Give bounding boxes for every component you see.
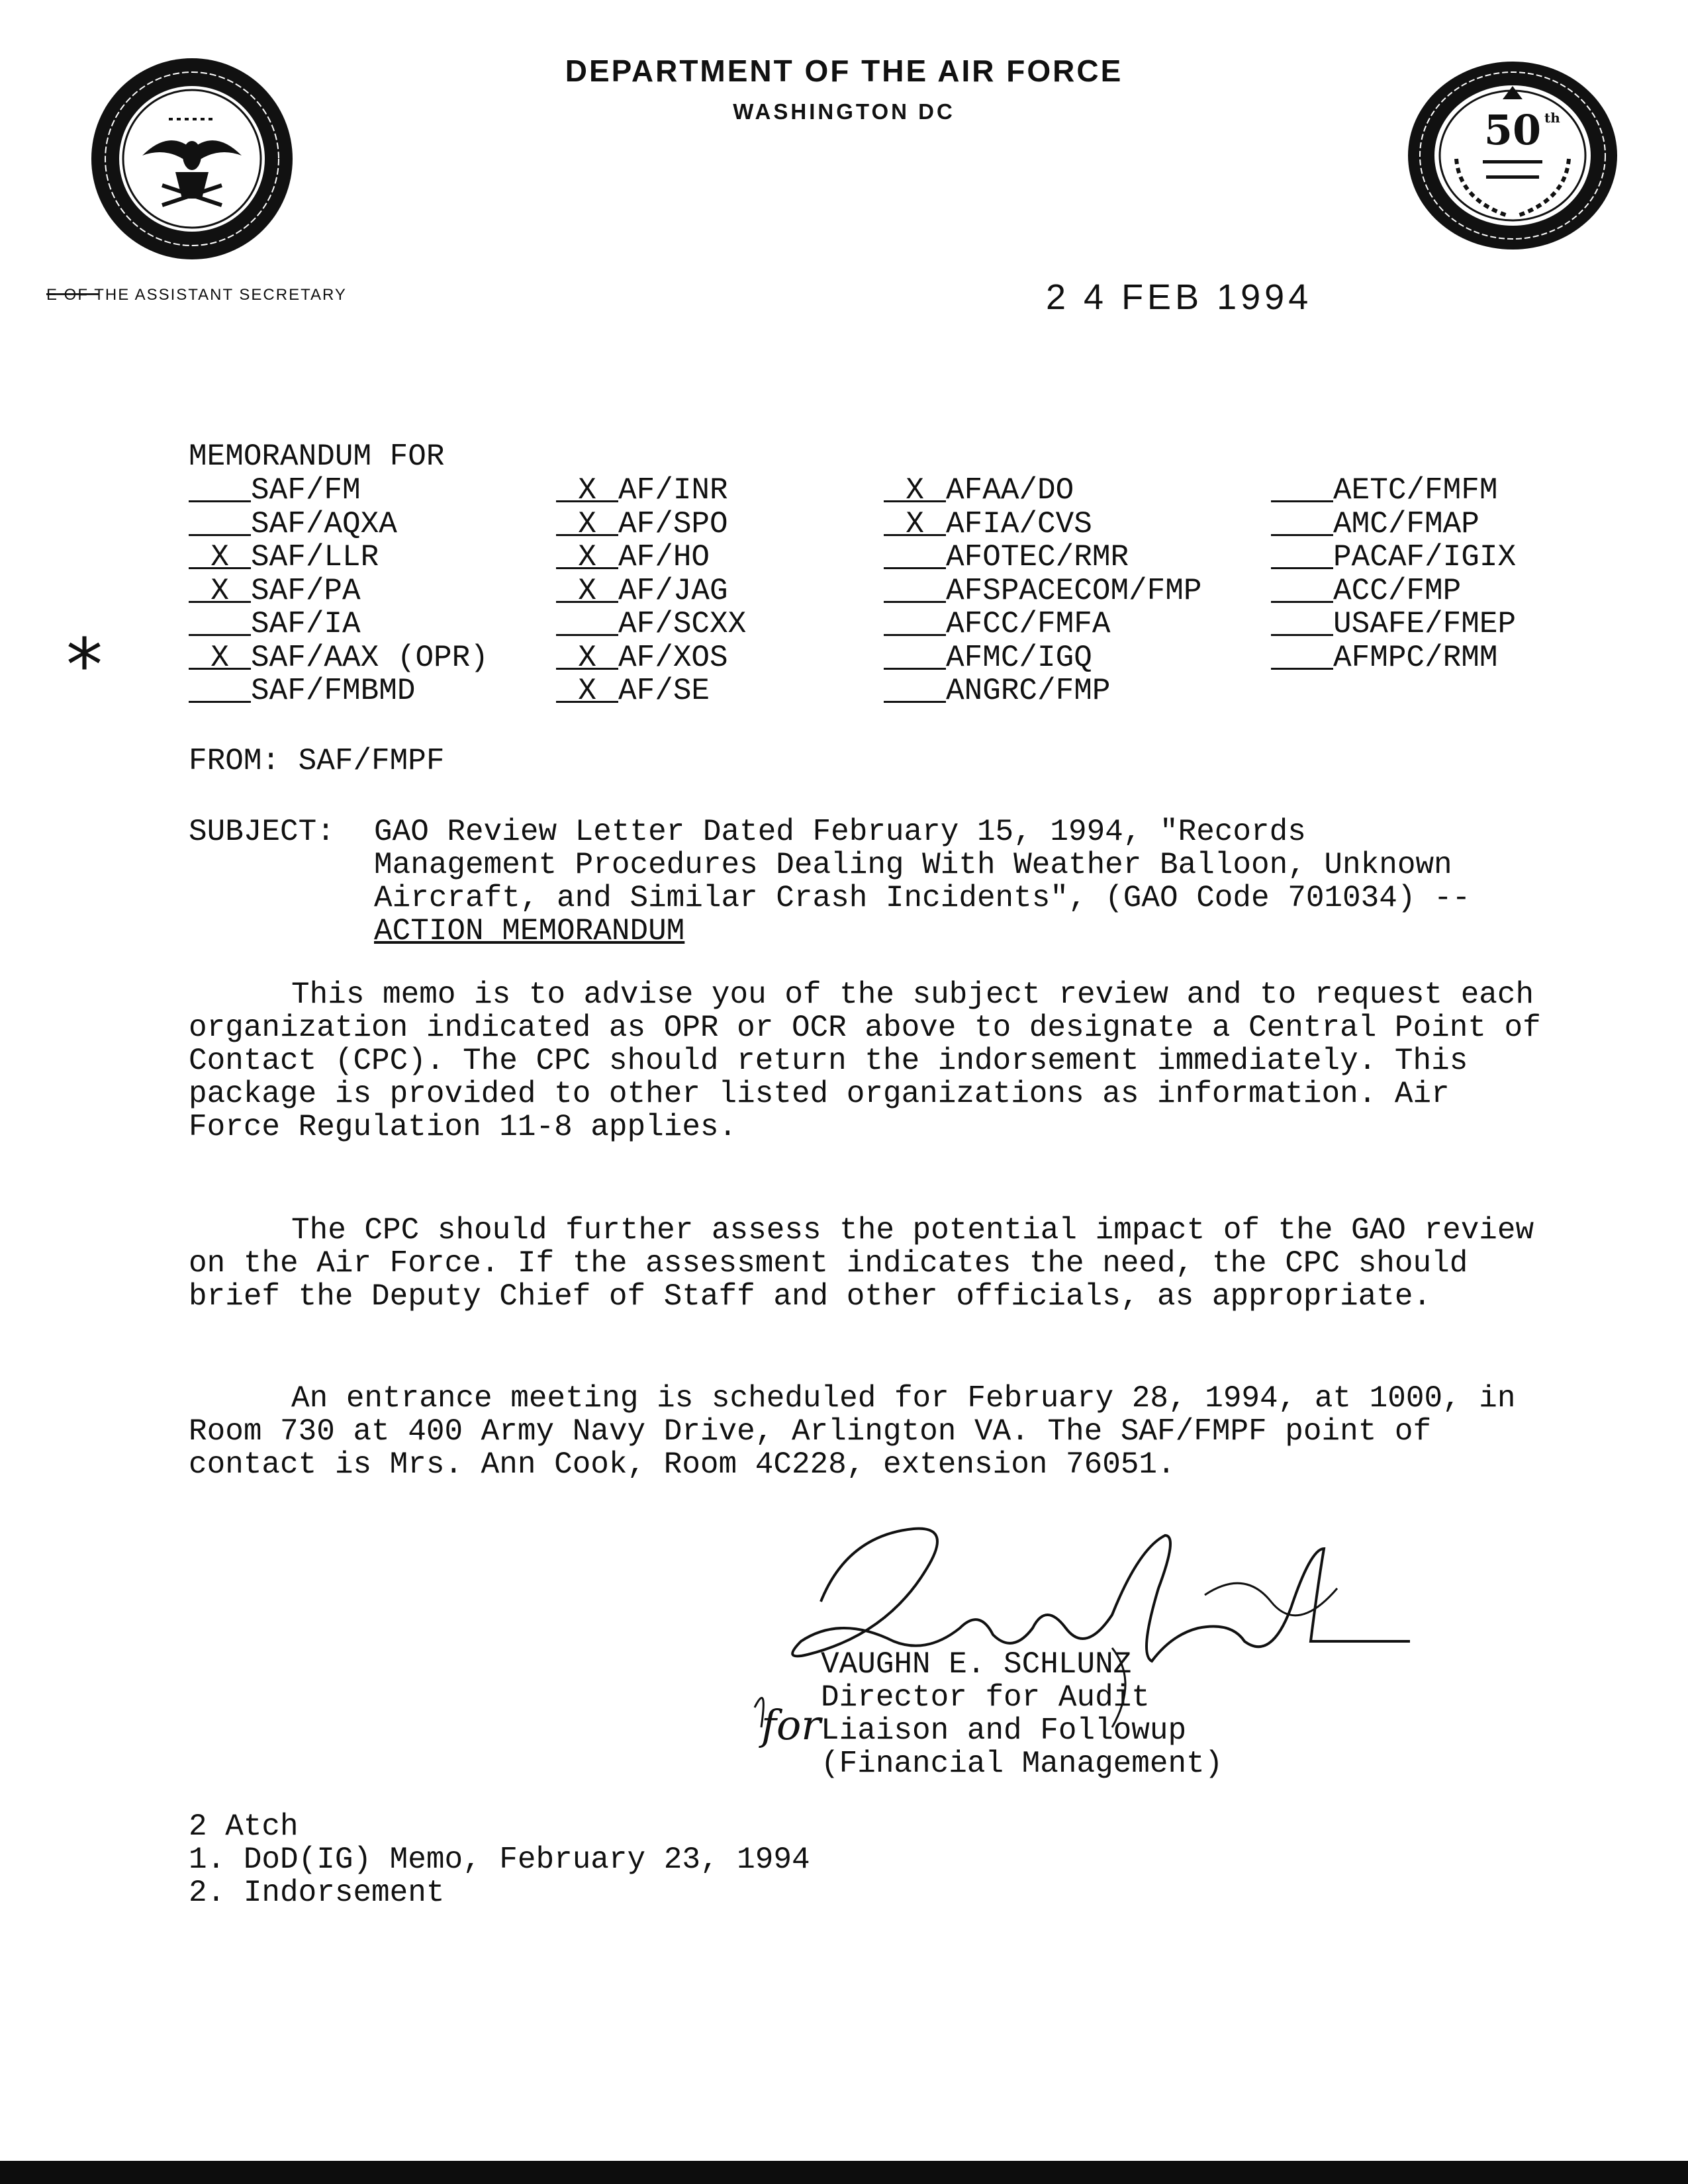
office-code: SAF/FMBMD bbox=[251, 674, 416, 708]
distribution-row bbox=[556, 574, 746, 608]
distribution-row bbox=[884, 674, 1201, 708]
distribution-row bbox=[556, 541, 746, 574]
signature-block bbox=[821, 1648, 1223, 1780]
distribution-row bbox=[884, 608, 1201, 641]
signer-title-line-3: (Financial Management) bbox=[821, 1747, 1223, 1781]
office-code: AFAA/DO bbox=[946, 473, 1074, 508]
check-mark bbox=[189, 474, 251, 502]
distribution-row bbox=[189, 541, 489, 574]
office-code: PACAF/IGIX bbox=[1333, 540, 1517, 574]
paragraph-1 bbox=[189, 978, 1552, 1144]
check-mark: X bbox=[189, 574, 251, 603]
distribution-row bbox=[884, 574, 1201, 608]
distribution-column-4 bbox=[1271, 474, 1516, 674]
office-code: AFCC/FMFA bbox=[946, 607, 1111, 641]
office-code: AF/HO bbox=[618, 540, 710, 574]
paragraph-text: An entrance meeting is scheduled for February 28, 1994, at 1000, in Room 730 at 400 Army Navy Drive, Arlington VA. The SAF/FMPF point of contact is Mrs. Ann Cook, Room 4C228, extension 76051. bbox=[189, 1381, 1516, 1482]
office-code: SAF/AQXA bbox=[251, 506, 397, 541]
distribution-row bbox=[556, 674, 746, 708]
subject-text bbox=[374, 815, 1499, 948]
office-code: ANGRC/FMP bbox=[946, 674, 1111, 708]
distribution-row bbox=[884, 641, 1201, 675]
distribution-row bbox=[1271, 474, 1516, 508]
check-mark bbox=[1271, 608, 1333, 636]
paragraph-text: The CPC should further assess the potential impact of the GAO review on the Air Force. If the assessment indicates the need, the CPC should brief the Deputy Chief of Staff and other officials, as appropriate. bbox=[189, 1213, 1534, 1314]
distribution-row bbox=[884, 474, 1201, 508]
office-code: AETC/FMFM bbox=[1333, 473, 1498, 508]
check-mark: X bbox=[556, 641, 618, 670]
office-code: AF/INR bbox=[618, 473, 728, 508]
attachments bbox=[189, 1810, 810, 1909]
signer-title-line-2: Liaison and Followup bbox=[821, 1713, 1187, 1748]
distribution-row bbox=[1271, 541, 1516, 574]
attachment-item: 1. DoD(IG) Memo, February 23, 1994 bbox=[189, 1843, 810, 1877]
distribution-row bbox=[556, 608, 746, 641]
handwritten-for: for bbox=[761, 1701, 821, 1749]
paragraph-3 bbox=[189, 1382, 1552, 1481]
office-code: USAFE/FMEP bbox=[1333, 607, 1517, 641]
distribution-row bbox=[1271, 608, 1516, 641]
date-stamp: 2 4 FEB 1994 bbox=[1046, 277, 1313, 317]
distribution-row bbox=[556, 508, 746, 541]
distribution-row bbox=[189, 608, 489, 641]
check-mark bbox=[1271, 641, 1333, 670]
office-code: SAF/FM bbox=[251, 473, 361, 508]
subject-body: GAO Review Letter Dated February 15, 1994, "Records Management Procedures Dealing With Weather Balloon, Unknown Aircraft, and Similar Crash Incidents", (GAO Code 701034) -- bbox=[374, 815, 1471, 915]
distribution-column-2 bbox=[556, 474, 746, 708]
office-code: AFMC/IGQ bbox=[946, 640, 1092, 675]
office-code: AMC/FMAP bbox=[1333, 506, 1479, 541]
signer-title-line-1: Director for Audit bbox=[821, 1680, 1150, 1715]
check-mark bbox=[884, 574, 946, 603]
check-mark bbox=[884, 608, 946, 636]
check-mark: X bbox=[556, 574, 618, 603]
office-code: AF/XOS bbox=[618, 640, 728, 675]
check-mark bbox=[884, 641, 946, 670]
scan-bottom-edge bbox=[0, 2161, 1688, 2184]
wwii-50th-anniversary-seal bbox=[1407, 60, 1618, 251]
paragraph-text: This memo is to advise you of the subject review and to request each organization indicated as OPR or OCR above to designate a Central Point of Contact (CPC). The CPC should return the indorsement immediately. This package is provided to other listed organizations as information. Air Force Regulation 11-8 applies. bbox=[189, 978, 1541, 1144]
distribution-row bbox=[1271, 574, 1516, 608]
check-mark bbox=[556, 608, 618, 636]
distribution-row bbox=[1271, 641, 1516, 675]
distribution-row bbox=[189, 674, 489, 708]
office-code: AFSPACECOM/FMP bbox=[946, 573, 1202, 608]
office-code: AF/JAG bbox=[618, 573, 728, 608]
action-memorandum-label: ACTION MEMORANDUM bbox=[374, 914, 685, 948]
check-mark: X bbox=[884, 508, 946, 536]
office-code: AFIA/CVS bbox=[946, 506, 1092, 541]
distribution-row bbox=[189, 574, 489, 608]
check-mark bbox=[884, 541, 946, 569]
handwritten-asterisk: * bbox=[66, 623, 103, 707]
office-code: AF/SPO bbox=[618, 506, 728, 541]
check-mark bbox=[1271, 574, 1333, 603]
check-mark bbox=[189, 508, 251, 536]
distribution-row bbox=[556, 641, 746, 675]
check-mark: X bbox=[884, 474, 946, 502]
distribution-row bbox=[556, 474, 746, 508]
distribution-row bbox=[884, 508, 1201, 541]
office-code: AFMPC/RMM bbox=[1333, 640, 1498, 675]
memorandum-for-label: MEMORANDUM FOR bbox=[189, 439, 445, 474]
subject-label: SUBJECT: bbox=[189, 815, 335, 849]
distribution-column-1 bbox=[189, 474, 489, 708]
office-code: AF/SE bbox=[618, 674, 710, 708]
svg-text:50: 50 bbox=[1483, 106, 1542, 154]
check-mark: X bbox=[556, 541, 618, 569]
distribution-row bbox=[1271, 508, 1516, 541]
check-mark bbox=[1271, 474, 1333, 502]
check-mark bbox=[884, 674, 946, 703]
check-mark: X bbox=[556, 508, 618, 536]
check-mark: X bbox=[556, 474, 618, 502]
check-mark: X bbox=[189, 641, 251, 670]
office-code: SAF/IA bbox=[251, 607, 361, 641]
office-code: SAF/AAX (OPR) bbox=[251, 640, 489, 675]
attachment-count: 2 Atch bbox=[189, 1809, 299, 1844]
svg-text:th: th bbox=[1544, 110, 1560, 126]
office-of-assistant-secretary: E OF THE ASSISTANT SECRETARY bbox=[46, 286, 347, 304]
check-mark bbox=[1271, 541, 1333, 569]
distribution-row bbox=[189, 474, 489, 508]
distribution-column-3 bbox=[884, 474, 1201, 708]
check-mark bbox=[189, 674, 251, 703]
paragraph-2 bbox=[189, 1214, 1552, 1313]
signer-name: VAUGHN E. SCHLUNZ bbox=[821, 1647, 1132, 1682]
department-heading: DEPARTMENT OF THE AIR FORCE bbox=[565, 54, 1123, 88]
office-code: ACC/FMP bbox=[1333, 573, 1462, 608]
check-mark bbox=[1271, 508, 1333, 536]
distribution-row bbox=[189, 641, 489, 675]
from-line: FROM: SAF/FMPF bbox=[189, 744, 445, 778]
office-code: SAF/LLR bbox=[251, 540, 379, 574]
attachment-item: 2. Indorsement bbox=[189, 1876, 445, 1910]
office-code: AFOTEC/RMR bbox=[946, 540, 1129, 574]
check-mark: X bbox=[189, 541, 251, 569]
office-code: AF/SCXX bbox=[618, 607, 747, 641]
location-heading: WASHINGTON DC bbox=[733, 99, 955, 124]
distribution-row bbox=[884, 541, 1201, 574]
check-mark bbox=[189, 608, 251, 636]
distribution-row bbox=[189, 508, 489, 541]
check-mark: X bbox=[556, 674, 618, 703]
office-code: SAF/PA bbox=[251, 573, 361, 608]
